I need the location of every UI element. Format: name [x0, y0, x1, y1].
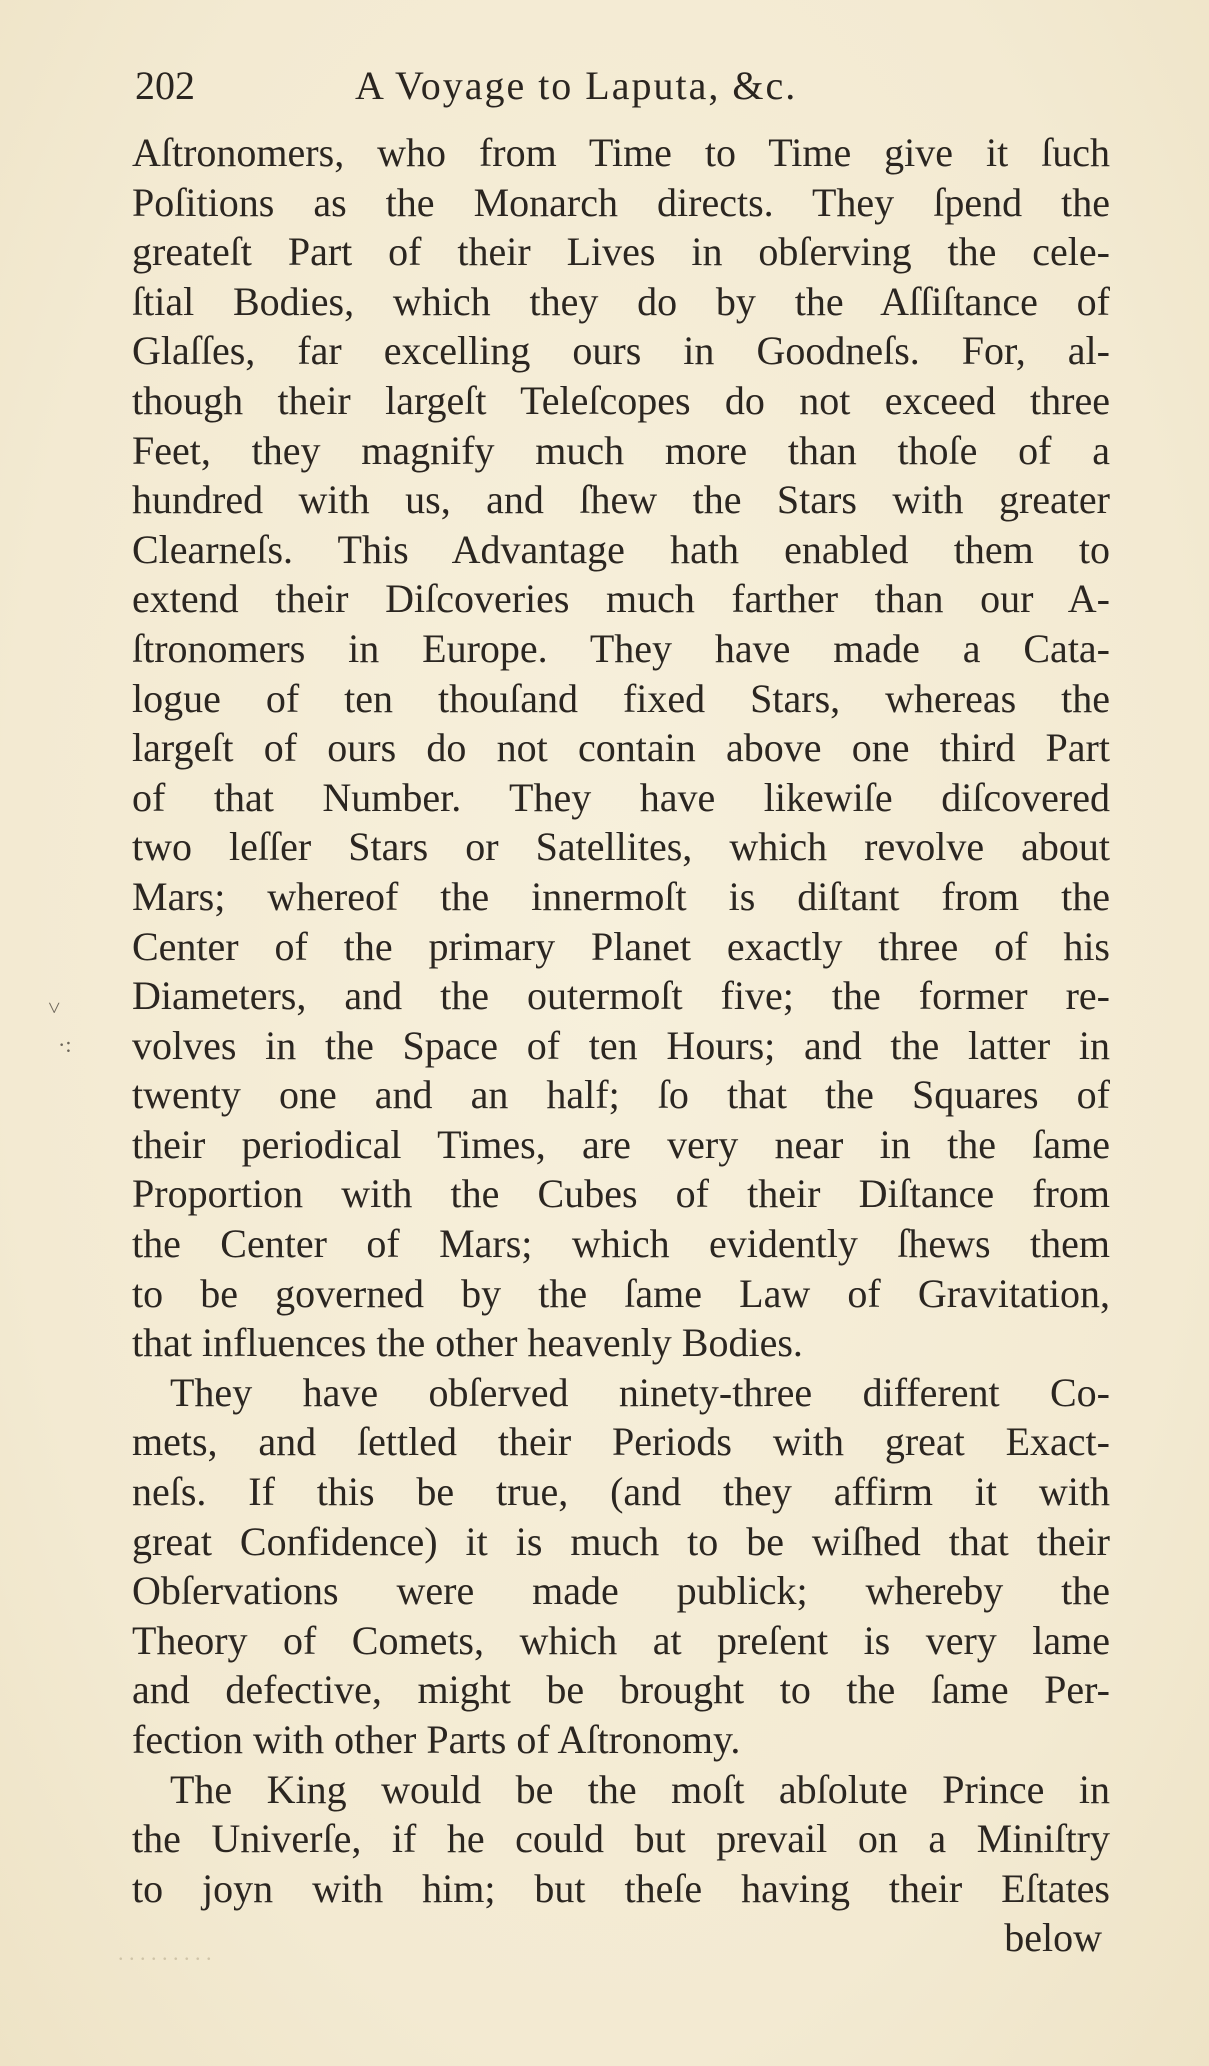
text-line: to joyn with him; but theſe having their Eſtates	[132, 1865, 1110, 1911]
text-line: mets, and ſettled their Periods with great Exact-	[132, 1419, 1110, 1465]
text-line: largeſt of ours do not contain above one third Part	[132, 725, 1110, 771]
text-line: Clearneſs. This Advantage hath enabled them to	[132, 526, 1110, 572]
text-line: Proportion with the Cubes of their Diſtance from	[132, 1171, 1110, 1217]
running-header	[135, 62, 1075, 122]
text-line: Obſervations were made publick; whereby the	[132, 1568, 1110, 1614]
text-line: Theory of Comets, which at preſent is very lame	[132, 1617, 1110, 1663]
text-line: Glaſſes, far excelling ours in Goodneſs. For, al-	[132, 328, 1110, 374]
text-line: neſs. If this be true, (and they affirm it with	[132, 1469, 1110, 1515]
text-line: two leſſer Stars or Satellites, which revolve about	[132, 824, 1110, 870]
text-line: volves in the Space of ten Hours; and the latter in	[132, 1022, 1110, 1068]
text-line: to be governed by the ſame Law of Gravitation,	[132, 1270, 1110, 1316]
paragraph-end-line: that influences the other heavenly Bodies.	[132, 1320, 803, 1366]
text-line: greateſt Part of their Lives in obſerving the cele-	[132, 229, 1110, 275]
margin-speck: ·:	[58, 1032, 72, 1057]
text-line: Diameters, and the outermoſt five; the former re-	[132, 973, 1110, 1019]
text-line: Center of the primary Planet exactly three of his	[132, 923, 1110, 969]
text-line: and defective, might be brought to the ſame Per-	[132, 1667, 1110, 1713]
text-line: the Univerſe, if he could but prevail on a Miniſtry	[132, 1816, 1110, 1862]
text-line: extend their Diſcoveries much farther than our A-	[132, 576, 1110, 622]
paragraph-start-line: They have obſerved ninety-three different Co-	[170, 1369, 1110, 1415]
body-text	[132, 128, 1110, 1963]
text-line: ſtial Bodies, which they do by the Aſſiſtance of	[132, 278, 1110, 324]
bleed-through-mark: . . . . . . . . .	[118, 1940, 212, 1965]
text-line: ſtronomers in Europe. They have made a Cata-	[132, 625, 1110, 671]
text-line: Feet, they magnify much more than thoſe of a	[132, 427, 1110, 473]
text-line: their periodical Times, are very near in the ſame	[132, 1121, 1110, 1167]
text-line: Mars; whereof the innermoſt is diſtant from the	[132, 873, 1110, 919]
paragraph-end-line: fection with other Parts of Aſtronomy.	[132, 1717, 741, 1762]
margin-speck: ˅	[48, 995, 61, 1020]
text-line: the Center of Mars; which evidently ſhews them	[132, 1221, 1110, 1267]
text-line: of that Number. They have likewiſe diſcovered	[132, 774, 1110, 820]
running-title: A Voyage to Laputa, &c.	[355, 63, 798, 108]
page-number: 202	[135, 63, 195, 108]
text-line: twenty one and an half; ſo that the Squares of	[132, 1072, 1110, 1118]
paragraph-start-line: The King would be the moſt abſolute Prince in	[170, 1766, 1110, 1812]
text-line: great Confidence) it is much to be wiſhed that their	[132, 1518, 1110, 1564]
text-line: logue of ten thouſand fixed Stars, whereas the	[132, 675, 1110, 721]
text-line: though their largeſt Teleſcopes do not exceed three	[132, 377, 1110, 423]
text-line: Aſtronomers, who from Time to Time give it ſuch	[132, 130, 1110, 175]
catchword: below	[1004, 1915, 1102, 1961]
text-line: hundred with us, and ſhew the Stars with greater	[132, 477, 1110, 523]
text-line: Poſitions as the Monarch directs. They ſpend the	[132, 179, 1110, 225]
